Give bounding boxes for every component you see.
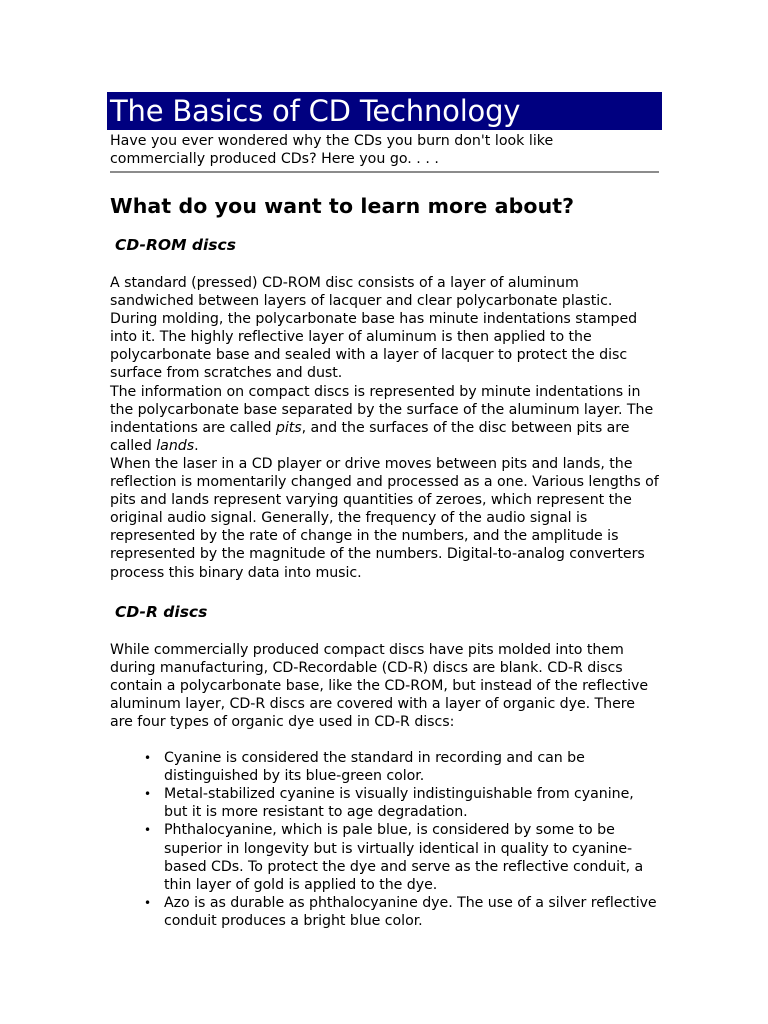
- bullet-icon: •: [144, 751, 152, 766]
- list-item: [144, 749, 660, 785]
- cdrom-pits-text-c: .: [194, 437, 199, 454]
- list-item: [144, 894, 660, 930]
- cdrom-section-heading: CD-ROM discs: [115, 236, 236, 254]
- cdrom-pits-text-a: The information on compact discs is represented by minute indentations in the polycarbonate base separated by the surface of the aluminum layer. The indentations are called: [110, 383, 654, 436]
- cdrom-construction-text: A standard (pressed) CD-ROM disc consists of a layer of aluminum sandwiched between layers of lacquer and clear polycarbonate plastic. During molding, the polycarbonate base has minute indentations stamped into it. The highly reflective layer of aluminum is then applied to the polycarbonate base and sealed with a layer of lacquer to protect the disc surface from scratches and dust.: [110, 275, 638, 382]
- bullet-icon: •: [144, 823, 152, 838]
- dye-metal-stabilized-text: Metal-stabilized cyanine is visually indistinguishable from cyanine, but it is more resistant to age degradation.: [164, 786, 634, 821]
- bullet-icon: •: [144, 895, 152, 910]
- bullet-icon: •: [144, 787, 152, 802]
- cdrom-paragraph: [110, 274, 662, 582]
- topics-question-heading: What do you want to learn more about?: [110, 194, 575, 218]
- page-title: The Basics of CD Technology: [110, 94, 521, 128]
- intro-line-2: commercially produced CDs? Here you go. . . .: [110, 151, 439, 167]
- dye-cyanine-text: Cyanine is considered the standard in recording and can be distinguished by its blue-green color.: [164, 750, 585, 785]
- intro-text: [110, 132, 610, 168]
- cdr-paragraph: While commercially produced compact discs have pits molded into them during manufacturing, CD-Recordable (CD-R) discs are blank. CD-R discs contain a polycarbonate base, like the CD-ROM, but instead of the reflective aluminum layer, CD-R discs are covered with a layer of organic dye. There are four types of organic dye used in CD-R discs:: [110, 641, 649, 730]
- list-item: [144, 785, 660, 821]
- cdrom-pits-text-b: , and the surfaces of the disc between pits are called: [110, 419, 630, 454]
- lands-term: lands: [156, 437, 195, 454]
- dye-types-list: [110, 749, 662, 930]
- list-item: [144, 821, 660, 893]
- header-divider: [110, 171, 659, 173]
- pits-term: pits: [275, 419, 302, 436]
- title-bar: [107, 92, 662, 130]
- cdrom-laser-text: When the laser in a CD player or drive moves between pits and lands, the reflection is momentarily changed and processed as a one. Various lengths of pits and lands represent varying quantities of zeroes, which represent the original audio signal. Generally, the frequency of the audio signal is represented by the rate of change in the numbers, and the amplitude is represented by the magnitude of the numbers. Digital-to-analog converters process this binary data into music.: [110, 455, 659, 581]
- cdr-section-heading: CD-R discs: [115, 602, 208, 621]
- intro-line-1: Have you ever wondered why the CDs you burn don't look like: [110, 133, 554, 149]
- dye-phthalocyanine-text: Phthalocyanine, which is pale blue, is considered by some to be superior in longevity but is virtually identical in quality to cyanine-based CDs. To protect the dye and serve as the reflective conduit, a thin layer of gold is applied to the dye.: [164, 822, 644, 893]
- document-page: [110, 92, 662, 930]
- dye-azo-text: Azo is as durable as phthalocyanine dye. The use of a silver reflective conduit produces a bright blue color.: [164, 894, 657, 929]
